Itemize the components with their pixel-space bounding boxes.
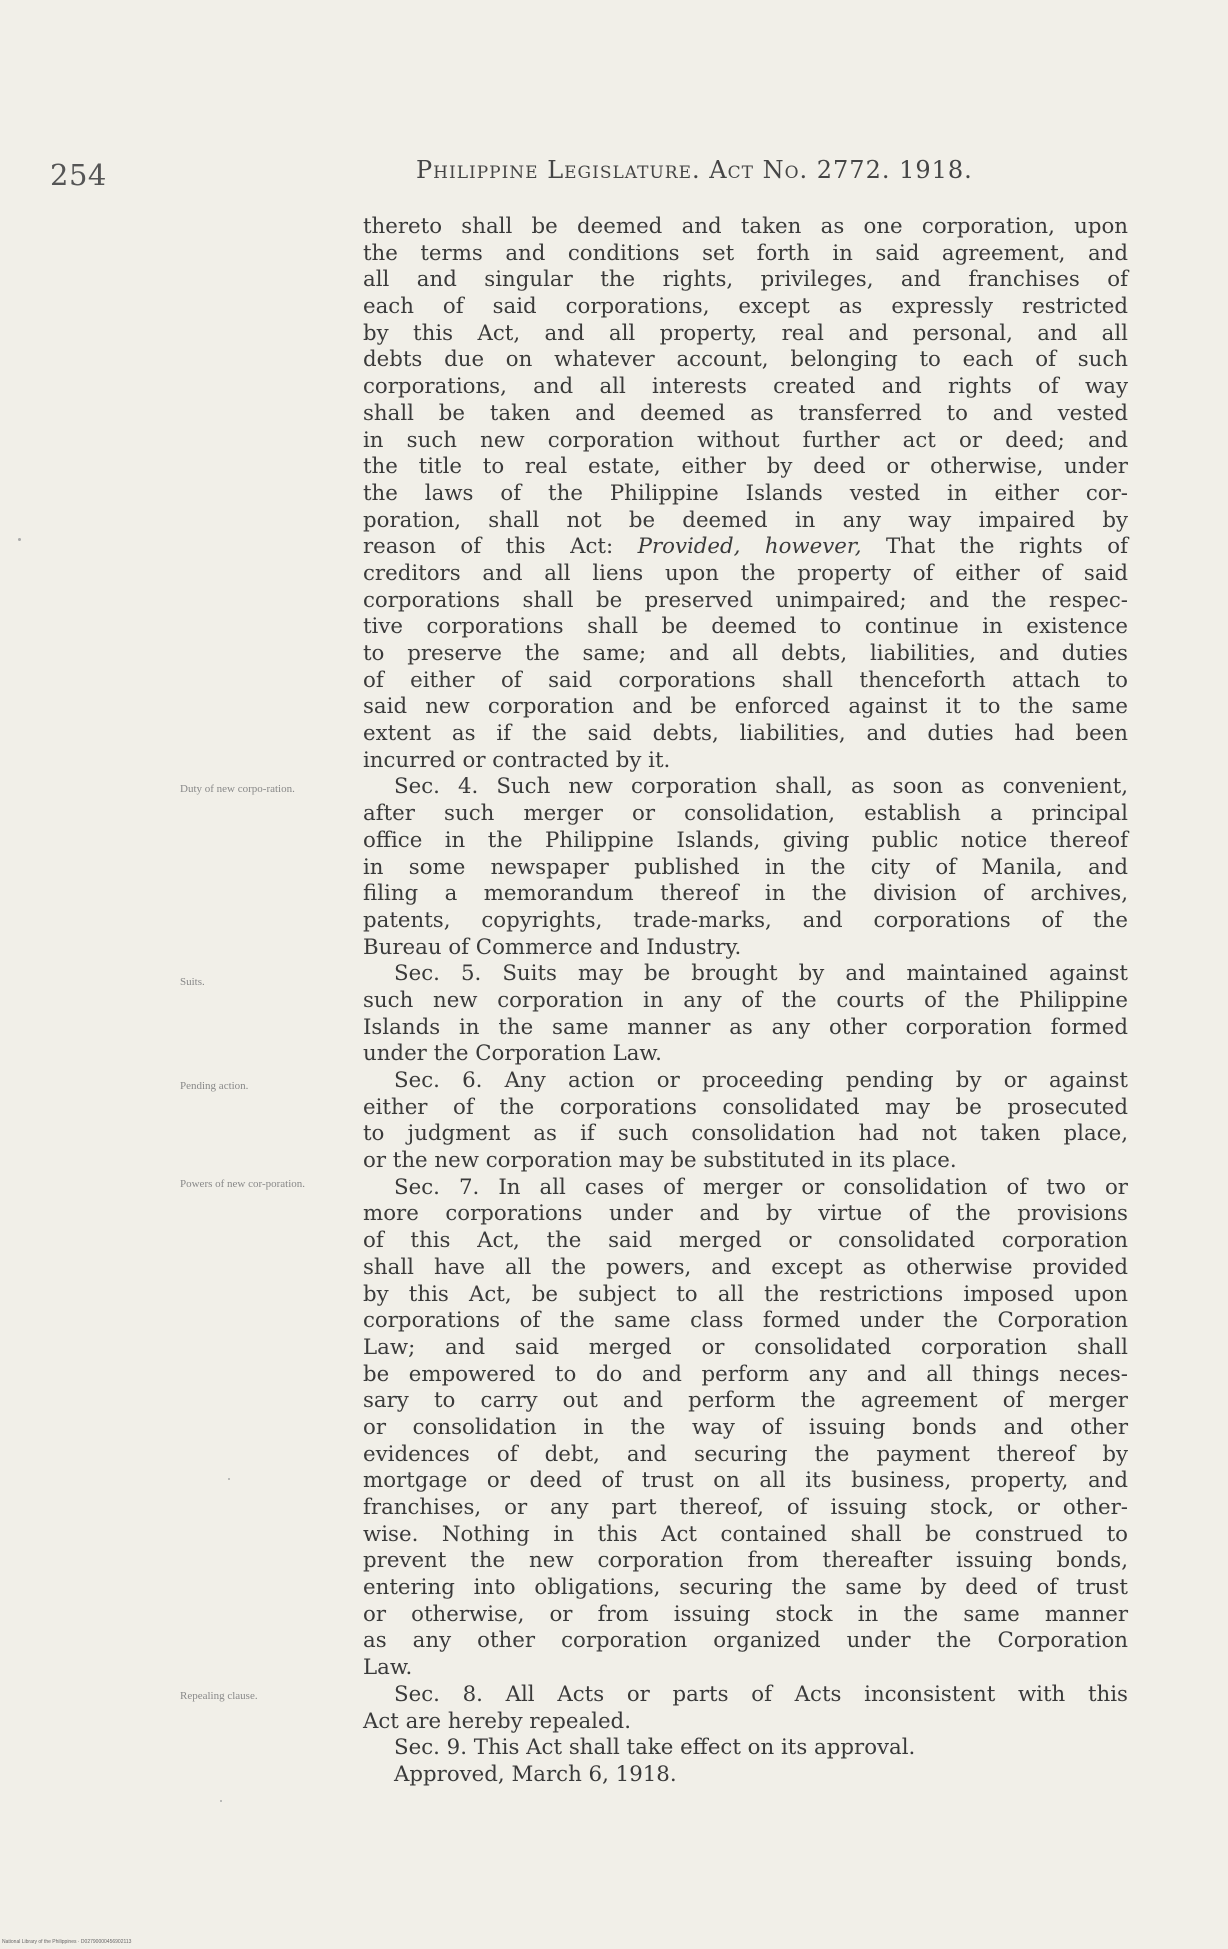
- section-9: Sec. 9. This Act shall take effect on its approval.: [394, 1735, 916, 1761]
- section-7-start: Sec. 7. In all cases of merger or consolidation of two or: [394, 1174, 1128, 1200]
- text-line: the laws of the Philippine Islands vested in either cor-: [363, 480, 1128, 506]
- text-line: corporations shall be preserved unimpaired; and the respec-: [363, 587, 1128, 613]
- text-line: poration, shall not be deemed in any way impaired by: [363, 507, 1128, 533]
- section-8-start: Sec. 8. All Acts or parts of Acts inconsistent with this: [394, 1681, 1128, 1707]
- text-line: in such new corporation without further act or deed; and: [363, 427, 1128, 453]
- text-line: or otherwise, or from issuing stock in the same manner: [363, 1601, 1128, 1627]
- scan-speck: [228, 1478, 230, 1480]
- section-6-start: Sec. 6. Any action or proceeding pending by or against: [394, 1068, 1128, 1093]
- text-line: by this Act, be subject to all the restrictions imposed upon: [363, 1281, 1128, 1307]
- text-line-proviso: [363, 534, 1128, 561]
- text-line: tive corporations shall be deemed to continue in existence: [363, 614, 1128, 640]
- text-line: Bureau of Commerce and Industry.: [363, 934, 742, 960]
- text-line: to judgment as if such consolidation had not taken place,: [363, 1121, 1128, 1147]
- text-line: of this Act, the said merged or consolidated corporation: [363, 1228, 1128, 1254]
- text-line: by this Act, and all property, real and personal, and all: [363, 320, 1128, 346]
- text-line: as any other corporation organized under the Corporation: [363, 1628, 1128, 1654]
- text-line: patents, copyrights, trade-marks, and corporations of the: [363, 907, 1128, 933]
- text-line: debts due on whatever account, belonging to each of such: [363, 347, 1128, 373]
- act-body-text: [363, 214, 1128, 1789]
- text-line: Islands in the same manner as any other corporation formed: [363, 1014, 1128, 1040]
- text-line: in some newspaper published in the city of Manila, and: [363, 854, 1128, 880]
- text-line: corporations of the same class formed under the Corporation: [363, 1308, 1128, 1334]
- text-line: creditors and all liens upon the property of either of said: [363, 560, 1128, 586]
- text-line: corporations, and all interests created and rights of way: [363, 374, 1128, 400]
- text-line: incurred or contracted by it.: [363, 747, 671, 773]
- text-line: mortgage or deed of trust on all its business, property, and: [363, 1468, 1128, 1494]
- text-fragment: reason of this Act:: [363, 534, 638, 560]
- text-line: be empowered to do and perform any and all things neces-: [363, 1361, 1128, 1387]
- text-fragment: That the rights of: [861, 534, 1128, 560]
- text-line: the title to real estate, either by deed or otherwise, under: [363, 454, 1128, 480]
- text-line: Law.: [363, 1655, 413, 1681]
- text-line: under the Corporation Law.: [363, 1041, 662, 1067]
- text-line: thereto shall be deemed and taken as one corporation, upon: [363, 214, 1128, 239]
- text-line: prevent the new corporation from thereafter issuing bonds,: [363, 1548, 1128, 1574]
- margin-note-repealing-clause: Repealing clause.: [180, 1690, 258, 1702]
- text-line: the terms and conditions set forth in said agreement, and: [363, 240, 1128, 266]
- text-line: more corporations under and by virtue of the provisions: [363, 1201, 1128, 1227]
- margin-note-pending-action: Pending action.: [180, 1080, 249, 1092]
- text-line: wise. Nothing in this Act contained shall be construed to: [363, 1521, 1128, 1547]
- text-line: entering into obligations, securing the same by deed of trust: [363, 1575, 1128, 1601]
- text-line: to preserve the same; and all debts, liabilities, and duties: [363, 641, 1128, 666]
- proviso-italic: Provided, however,: [637, 534, 862, 560]
- text-line: either of the corporations consolidated may be prosecuted: [363, 1094, 1128, 1120]
- text-line: Law; and said merged or consolidated corporation shall: [363, 1334, 1128, 1360]
- text-line: Act are hereby repealed.: [363, 1708, 631, 1734]
- text-line: office in the Philippine Islands, giving public notice thereof: [363, 827, 1128, 853]
- text-line: franchises, or any part thereof, of issuing stock, or other-: [363, 1495, 1128, 1520]
- text-line: filing a memorandum thereof in the division of archives,: [363, 881, 1128, 907]
- scan-speck: [220, 1800, 222, 1802]
- text-line: after such merger or consolidation, establish a principal: [363, 801, 1128, 827]
- text-line: or consolidation in the way of issuing bonds and other: [363, 1414, 1128, 1440]
- margin-note-duty: Duty of new corpo-ration.: [180, 783, 295, 795]
- text-line: of either of said corporations shall thenceforth attach to: [363, 667, 1128, 693]
- text-line: or the new corporation may be substituted in its place.: [363, 1148, 957, 1174]
- text-line: evidences of debt, and securing the payment thereof by: [363, 1441, 1128, 1467]
- text-line: each of said corporations, except as expressly restricted: [363, 294, 1128, 320]
- text-line: shall have all the powers, and except as otherwise provided: [363, 1254, 1128, 1280]
- text-line: said new corporation and be enforced against it to the same: [363, 694, 1128, 720]
- section-4-start: Sec. 4. Such new corporation shall, as soon as convenient,: [394, 774, 1128, 800]
- section-5-start: Sec. 5. Suits may be brought by and maintained against: [394, 961, 1128, 987]
- text-line: sary to carry out and perform the agreement of merger: [363, 1388, 1128, 1414]
- text-line: extent as if the said debts, liabilities, and duties had been: [363, 721, 1128, 747]
- text-line: such new corporation in any of the courts of the Philippine: [363, 987, 1128, 1013]
- text-line: all and singular the rights, privileges, and franchises of: [363, 267, 1128, 293]
- scan-speck: [18, 538, 21, 541]
- margin-note-suits: Suits.: [180, 976, 205, 988]
- margin-note-powers: Powers of new cor-poration.: [180, 1178, 306, 1190]
- page-number: 254: [50, 158, 107, 192]
- running-head: Philippine Legislature. Act No. 2772. 1918.: [416, 156, 973, 184]
- scan-footer: National Library of the Philippines · D02790000456902113: [2, 1939, 132, 1945]
- text-line: shall be taken and deemed as transferred to and vested: [363, 400, 1128, 426]
- approval-line: Approved, March 6, 1918.: [394, 1761, 677, 1787]
